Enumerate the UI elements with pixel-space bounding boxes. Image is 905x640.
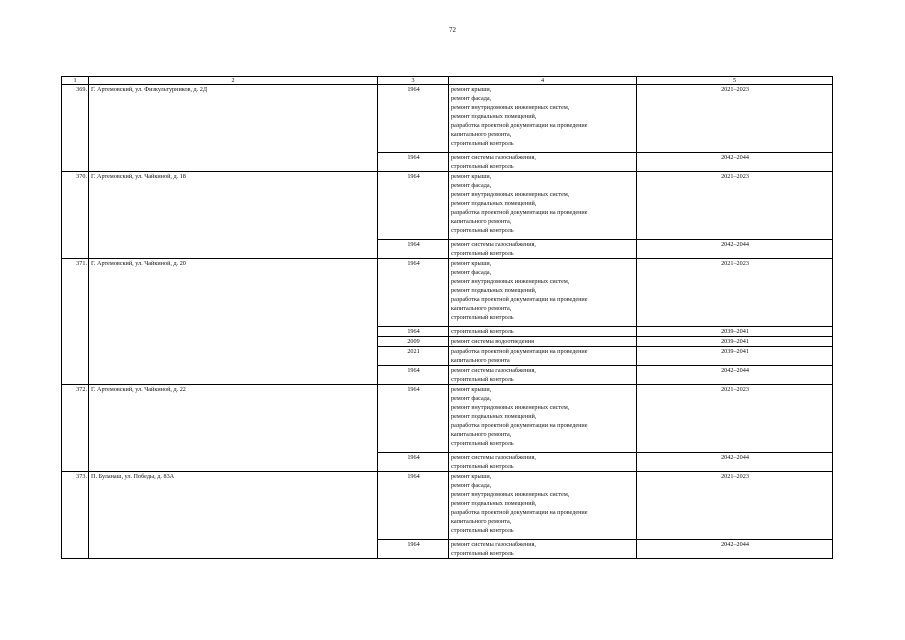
year-cell: 1964 [378,327,449,337]
year-cell: 1964 [378,259,449,327]
column-header-3: 3 [378,77,449,85]
table-row [62,385,833,453]
table-row [62,472,833,540]
works-cell: ремонт системы водоотведения [449,337,637,347]
column-number-row [62,77,833,85]
period-cell: 2021–2023 [637,259,833,327]
works-cell: ремонт системы газоснабжения, строительный контроль [449,540,637,559]
period-cell: 2042–2044 [637,153,833,172]
year-cell: 1964 [378,240,449,259]
table-row [62,172,833,240]
works-cell: ремонт системы газоснабжения, строительный контроль [449,240,637,259]
period-cell: 2021–2023 [637,85,833,153]
column-header-4: 4 [449,77,637,85]
table-row [62,85,833,153]
table-body [62,77,833,559]
period-cell: 2042–2044 [637,540,833,559]
works-cell: ремонт крыши, ремонт фасада, ремонт внутридомовых инженерных систем, ремонт подвальных помещений, разработка проектной документации на проведение капитального ремонта, строительный контроль [449,172,637,240]
period-cell: 2039–2041 [637,337,833,347]
works-cell: ремонт крыши, ремонт фасада, ремонт внутридомовых инженерных систем, ремонт подвальных помещений, разработка проектной документации на проведение капитального ремонта, строительный контроль [449,85,637,153]
year-cell: 1964 [378,153,449,172]
building-address: Г. Артемовский, ул. Чайкиной, д. 18 [89,172,378,259]
works-cell: строительный контроль [449,327,637,337]
period-cell: 2039–2041 [637,327,833,337]
works-cell: ремонт крыши, ремонт фасада, ремонт внутридомовых инженерных систем, ремонт подвальных помещений, разработка проектной документации на проведение капитального ремонта, строительный контроль [449,385,637,453]
period-cell: 2042–2044 [637,240,833,259]
entry-number: 373. [62,472,89,559]
entry-number: 371. [62,259,89,385]
year-cell: 2009 [378,337,449,347]
page-number: 72 [449,26,456,34]
column-header-2: 2 [89,77,378,85]
year-cell: 1964 [378,453,449,472]
year-cell: 1964 [378,366,449,385]
year-cell: 1964 [378,85,449,153]
year-cell: 1964 [378,385,449,453]
works-cell: разработка проектной документации на проведение капитального ремонта [449,347,637,366]
period-cell: 2039–2041 [637,347,833,366]
period-cell: 2021–2023 [637,172,833,240]
period-cell: 2021–2023 [637,385,833,453]
building-address: П. Буланаш, ул. Победы, д. 83А [89,472,378,559]
building-address: Г. Артемовский, ул. Чайкиной, д. 22 [89,385,378,472]
works-cell: ремонт системы газоснабжения, строительный контроль [449,453,637,472]
period-cell: 2042–2044 [637,453,833,472]
building-address: Г. Артемовский, ул. Чайкиной, д. 20 [89,259,378,385]
column-header-1: 1 [62,77,89,85]
entry-number: 372. [62,385,89,472]
table-row [62,259,833,327]
works-cell: ремонт системы газоснабжения, строительный контроль [449,153,637,172]
entry-number: 370. [62,172,89,259]
year-cell: 1964 [378,540,449,559]
year-cell: 2021 [378,347,449,366]
works-cell: ремонт системы газоснабжения, строительный контроль [449,366,637,385]
period-cell: 2021–2023 [637,472,833,540]
year-cell: 1964 [378,472,449,540]
works-cell: ремонт крыши, ремонт фасада, ремонт внутридомовых инженерных систем, ремонт подвальных помещений, разработка проектной документации на проведение капитального ремонта, строительный контроль [449,259,637,327]
building-address: Г. Артемовский, ул. Физкультурников, д. 2Д [89,85,378,172]
entry-number: 369. [62,85,89,172]
period-cell: 2042–2044 [637,366,833,385]
year-cell: 1964 [378,172,449,240]
capital-repair-table [61,76,833,559]
works-cell: ремонт крыши, ремонт фасада, ремонт внутридомовых инженерных систем, ремонт подвальных помещений, разработка проектной документации на проведение капитального ремонта, строительный контроль [449,472,637,540]
column-header-5: 5 [637,77,833,85]
